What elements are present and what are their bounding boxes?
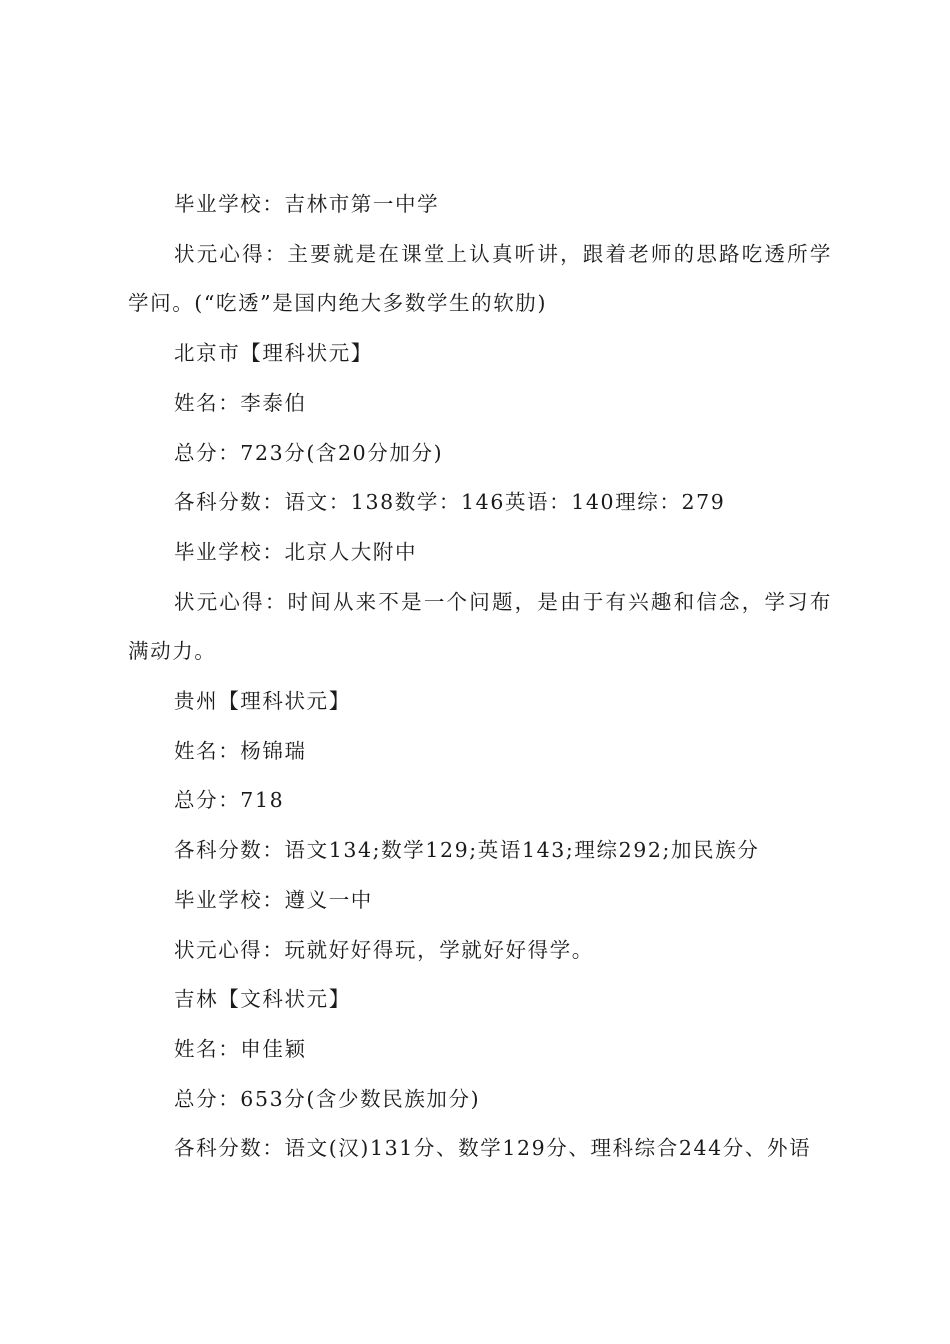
- paragraph-school-guizhou: 毕业学校：遵义一中: [174, 887, 373, 912]
- paragraph-total-jilin-arts: 总分：653分(含少数民族加分): [174, 1086, 481, 1111]
- paragraph-school-jilin: 毕业学校：吉林市第一中学: [174, 192, 440, 216]
- paragraph-total-beijing: 总分：723分(含20分加分): [174, 440, 444, 465]
- document-body: [128, 180, 832, 1174]
- paragraph-name-jilin-arts: 姓名：申佳颖: [174, 1036, 307, 1061]
- paragraph-scores-guizhou: 各科分数：语文134;数学129;英语143;理综292;加民族分: [174, 838, 760, 863]
- paragraph-name-beijing: 姓名：李泰伯: [174, 390, 307, 415]
- heading-guizhou-science: 贵州【理科状元】: [174, 689, 351, 714]
- paragraph-school-beijing: 毕业学校：北京人大附中: [174, 539, 418, 564]
- heading-beijing-science: 北京市【理科状元】: [174, 341, 373, 366]
- paragraph-scores-jilin-arts: 各科分数：语文(汉)131分、数学129分、理科综合244分、外语: [174, 1136, 812, 1161]
- paragraph-scores-beijing: 各科分数：语文：138数学：146英语：140理综：279: [174, 490, 726, 515]
- paragraph-insight-jilin: 状元心得：主要就是在课堂上认真听讲，跟着老师的思路吃透所学学问。(“吃透”是国内绝大多数学生的软肋): [128, 241, 832, 316]
- paragraph-insight-guizhou: 状元心得：玩就好好得玩，学就好好得学。: [174, 937, 594, 962]
- paragraph-total-guizhou: 总分：718: [174, 788, 285, 813]
- paragraph-name-guizhou: 姓名：杨锦瑞: [174, 738, 307, 763]
- paragraph-insight-beijing: 状元心得：时间从来不是一个问题，是由于有兴趣和信念，学习布满动力。: [128, 589, 832, 664]
- heading-jilin-arts: 吉林【文科状元】: [174, 987, 351, 1012]
